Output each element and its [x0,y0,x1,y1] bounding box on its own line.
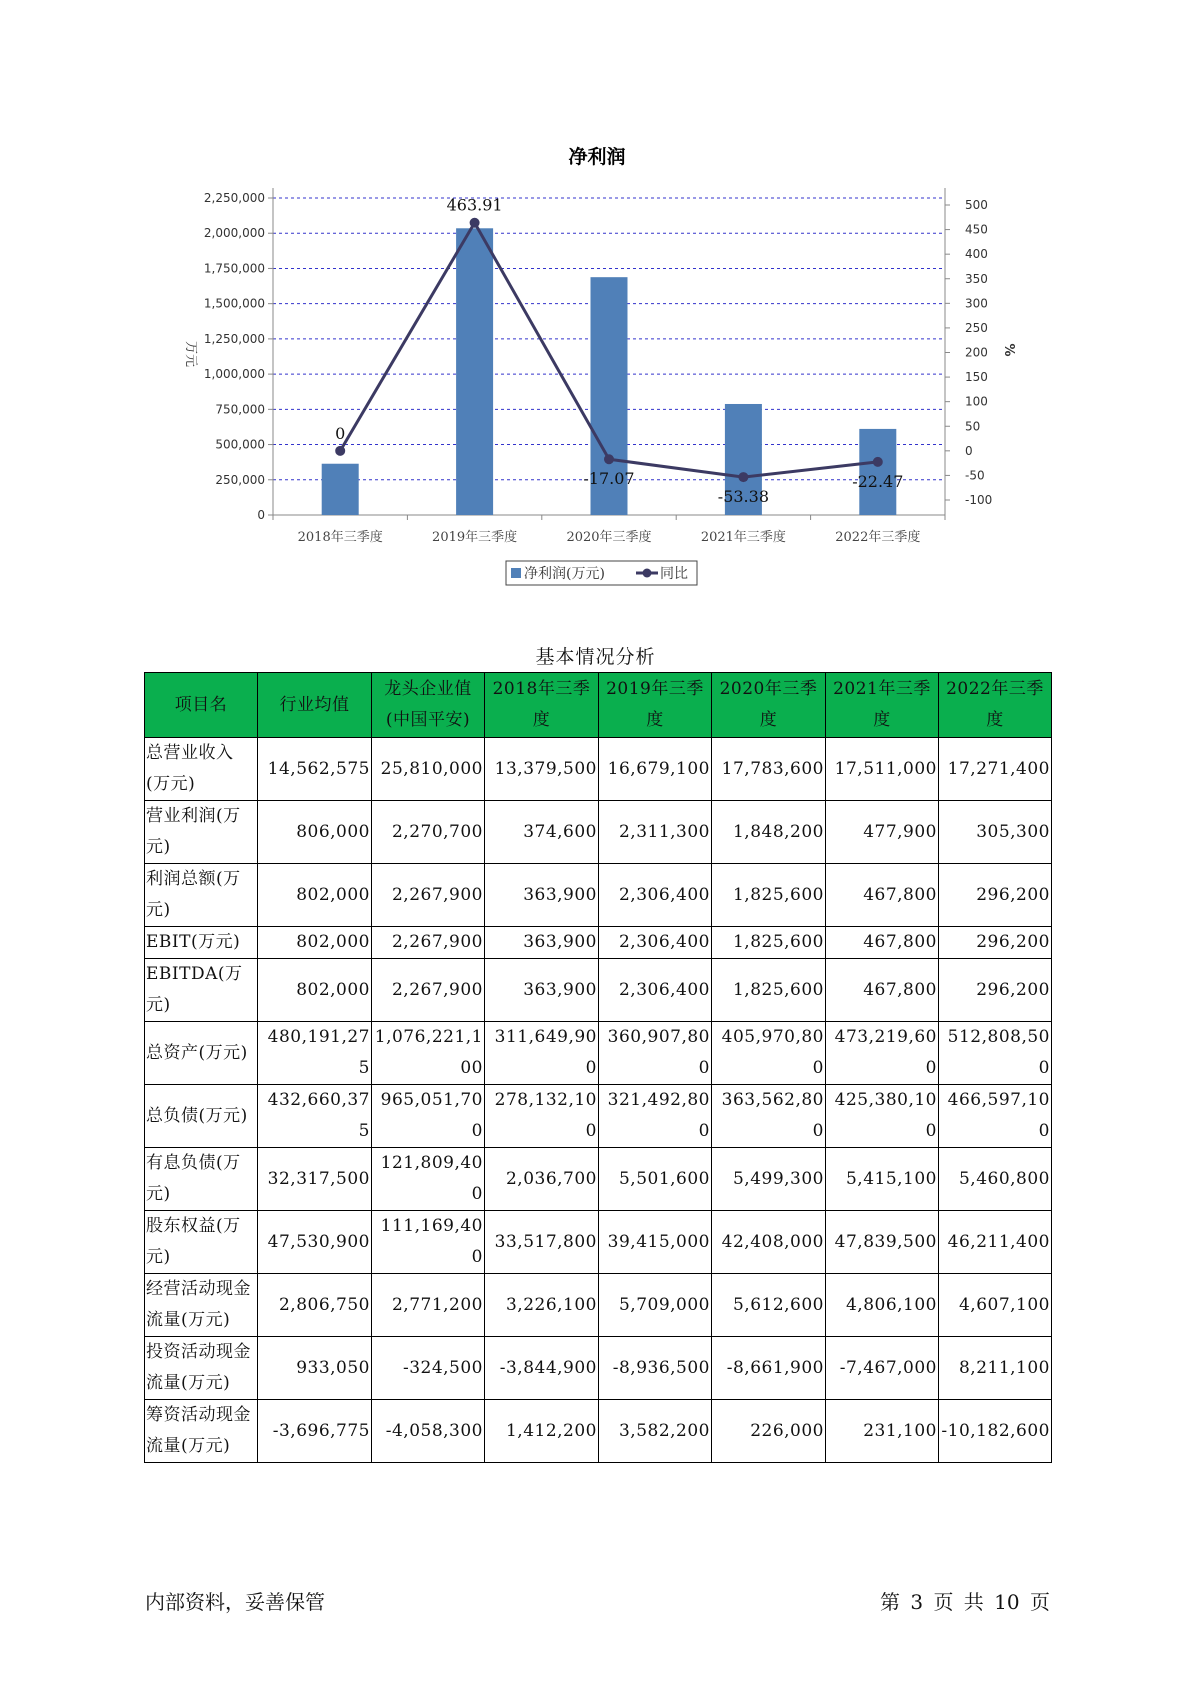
value-cell: 363,562,800 [712,1085,826,1148]
value-cell: 2,270,700 [372,801,485,864]
value-cell: 47,839,500 [826,1211,939,1274]
right-tick-label: 50 [965,419,981,434]
footer-confidential-note: 内部资料，妥善保管 [145,1590,325,1614]
value-cell: 296,200 [939,864,1052,927]
x-tick-label: 2022年三季度 [835,530,921,545]
row-label-cell: 有息负债(万元) [145,1148,258,1211]
value-cell: 5,415,100 [826,1148,939,1211]
value-cell: 512,808,500 [939,1022,1052,1085]
left-tick-label: 750,000 [215,402,265,417]
left-tick-label: 1,000,000 [203,367,265,382]
value-cell: 363,900 [485,864,599,927]
header-cell: 项目名 [145,673,258,738]
left-tick-label: 500,000 [215,437,265,452]
value-cell: -8,936,500 [599,1337,712,1400]
row-label-cell: EBITDA(万元) [145,959,258,1022]
value-cell: 933,050 [258,1337,372,1400]
yoy-data-label: -17.07 [583,469,635,489]
legend-line-marker [643,569,652,578]
value-cell: 17,271,400 [939,738,1052,801]
right-tick-label: -50 [965,468,985,483]
chart-title: 净利润 [568,146,626,168]
value-cell: 363,900 [485,959,599,1022]
value-cell: 33,517,800 [485,1211,599,1274]
value-cell: 3,582,200 [599,1400,712,1463]
right-tick-label: 150 [965,370,988,385]
value-cell: 2,306,400 [599,959,712,1022]
value-cell: 432,660,375 [258,1085,372,1148]
value-cell: 1,825,600 [712,864,826,927]
table-row [145,864,1052,927]
right-tick-label: 450 [965,222,988,237]
value-cell: 2,267,900 [372,959,485,1022]
value-cell: 13,379,500 [485,738,599,801]
row-label-cell: 总营业收入(万元) [145,738,258,801]
table-row [145,1022,1052,1085]
right-tick-label: 0 [965,443,973,458]
row-label-cell: 总负债(万元) [145,1085,258,1148]
legend-line-label: 同比 [660,566,688,582]
yoy-data-label: 0 [335,423,346,443]
value-cell: 802,000 [258,959,372,1022]
bar-1 [456,228,493,515]
value-cell: 405,970,800 [712,1022,826,1085]
value-cell: 1,076,221,100 [372,1022,485,1085]
value-cell: -10,182,600 [939,1400,1052,1463]
value-cell: 2,806,750 [258,1274,372,1337]
chart-legend [506,561,697,585]
header-cell: 2018年三季度 [485,673,599,738]
x-tick-label: 2020年三季度 [566,530,652,545]
header-cell: 2019年三季度 [599,673,712,738]
value-cell: 47,530,900 [258,1211,372,1274]
right-tick-label: -100 [965,493,993,507]
value-cell: 121,809,400 [372,1148,485,1211]
right-tick-label: 500 [965,198,988,212]
right-tick-label: 400 [965,247,988,262]
value-cell: 278,132,100 [485,1085,599,1148]
value-cell: 17,511,000 [826,738,939,801]
value-cell: -3,844,900 [485,1337,599,1400]
right-tick-label: 100 [965,394,988,409]
header-cell: 龙头企业值(中国平安) [372,673,485,738]
value-cell: 5,501,600 [599,1148,712,1211]
row-label-cell: 利润总额(万元) [145,864,258,927]
value-cell: 965,051,700 [372,1085,485,1148]
value-cell: 374,600 [485,801,599,864]
value-cell: 226,000 [712,1400,826,1463]
value-cell: 25,810,000 [372,738,485,801]
value-cell: 466,597,100 [939,1085,1052,1148]
value-cell: 477,900 [826,801,939,864]
value-cell: 3,226,100 [485,1274,599,1337]
value-cell: 2,311,300 [599,801,712,864]
row-label-cell: 筹资活动现金流量(万元) [145,1400,258,1463]
value-cell: 5,460,800 [939,1148,1052,1211]
value-cell: 2,306,400 [599,927,712,959]
yoy-data-label: -22.47 [852,471,904,491]
value-cell: 1,412,200 [485,1400,599,1463]
value-cell: 2,267,900 [372,927,485,959]
value-cell: 305,300 [939,801,1052,864]
value-cell: 32,317,500 [258,1148,372,1211]
value-cell: 17,783,600 [712,738,826,801]
value-cell: -7,467,000 [826,1337,939,1400]
value-cell: 39,415,000 [599,1211,712,1274]
row-label-cell: 营业利润(万元) [145,801,258,864]
yoy-point-2 [604,454,614,464]
value-cell: 5,709,000 [599,1274,712,1337]
value-cell: 1,825,600 [712,959,826,1022]
net-profit-chart [0,0,1191,600]
table-caption: 基本情况分析 [535,646,656,668]
value-cell: 2,267,900 [372,864,485,927]
value-cell: 1,848,200 [712,801,826,864]
value-cell: 802,000 [258,927,372,959]
y-axis-label-right: % [1001,343,1016,357]
value-cell: 425,380,100 [826,1085,939,1148]
table-row [145,801,1052,864]
header-cell: 2022年三季度 [939,673,1052,738]
yoy-data-label: 463.91 [446,195,503,215]
value-cell: 311,649,900 [485,1022,599,1085]
yoy-point-1 [470,218,480,228]
value-cell: -8,661,900 [712,1337,826,1400]
value-cell: 473,219,600 [826,1022,939,1085]
value-cell: 8,211,100 [939,1337,1052,1400]
value-cell: 480,191,275 [258,1022,372,1085]
value-cell: 467,800 [826,927,939,959]
left-y-axis [204,188,273,522]
row-label-cell: 投资活动现金流量(万元) [145,1337,258,1400]
table-row [145,1085,1052,1148]
value-cell: 4,607,100 [939,1274,1052,1337]
yoy-data-label: -53.38 [717,487,770,507]
left-tick-label: 2,250,000 [203,191,265,205]
yoy-point-3 [738,472,748,482]
value-cell: 363,900 [485,927,599,959]
header-cell: 2021年三季度 [826,673,939,738]
left-tick-label: 1,500,000 [203,296,265,311]
bar-0 [322,464,359,515]
left-tick-label: 0 [257,508,265,522]
value-cell: -3,696,775 [258,1400,372,1463]
table-row [145,959,1052,1022]
row-label-cell: 股东权益(万元) [145,1211,258,1274]
value-cell: -324,500 [372,1337,485,1400]
table-row [145,927,1052,959]
table-header-row [145,673,1052,738]
x-axis [273,515,945,545]
yoy-point-4 [873,457,883,467]
left-tick-label: 250,000 [215,472,265,487]
right-tick-label: 300 [965,296,988,311]
value-cell: 16,679,100 [599,738,712,801]
value-cell: 4,806,100 [826,1274,939,1337]
table-row [145,1400,1052,1463]
table-row [145,1211,1052,1274]
value-cell: 802,000 [258,864,372,927]
right-y-axis [945,188,992,515]
header-cell: 行业均值 [258,673,372,738]
y-axis-label-left: 万元 [183,340,198,368]
footer-page-number: 第 3 页 共 10 页 [880,1590,1050,1614]
table-row [145,738,1052,801]
table-row [145,1274,1052,1337]
value-cell: 42,408,000 [712,1211,826,1274]
value-cell: 2,771,200 [372,1274,485,1337]
basic-analysis-table [144,672,1052,1463]
left-tick-label: 1,750,000 [203,261,265,276]
right-tick-label: 350 [965,271,988,286]
value-cell: -4,058,300 [372,1400,485,1463]
value-cell: 14,562,575 [258,738,372,801]
row-label-cell: EBIT(万元) [145,927,258,959]
x-tick-label: 2021年三季度 [700,530,786,545]
legend-bar-swatch [511,568,521,578]
value-cell: 111,169,400 [372,1211,485,1274]
value-cell: 360,907,800 [599,1022,712,1085]
value-cell: 296,200 [939,959,1052,1022]
header-cell: 2020年三季度 [712,673,826,738]
value-cell: 806,000 [258,801,372,864]
value-cell: 5,612,600 [712,1274,826,1337]
right-tick-label: 250 [965,320,988,335]
x-tick-label: 2019年三季度 [432,530,518,545]
value-cell: 467,800 [826,959,939,1022]
value-cell: 2,306,400 [599,864,712,927]
table-row [145,1148,1052,1211]
value-cell: 5,499,300 [712,1148,826,1211]
table-row [145,1337,1052,1400]
value-cell: 467,800 [826,864,939,927]
x-tick-label: 2018年三季度 [297,530,383,545]
legend-bar-label: 净利润(万元) [524,566,605,582]
row-label-cell: 经营活动现金流量(万元) [145,1274,258,1337]
yoy-point-0 [335,446,345,456]
right-tick-label: 200 [965,345,988,360]
value-cell: 231,100 [826,1400,939,1463]
row-label-cell: 总资产(万元) [145,1022,258,1085]
left-tick-label: 2,000,000 [203,226,265,241]
value-cell: 321,492,800 [599,1085,712,1148]
table-body [145,738,1052,1463]
left-tick-label: 1,250,000 [203,331,265,346]
value-cell: 2,036,700 [485,1148,599,1211]
value-cell: 46,211,400 [939,1211,1052,1274]
value-cell: 296,200 [939,927,1052,959]
value-cell: 1,825,600 [712,927,826,959]
